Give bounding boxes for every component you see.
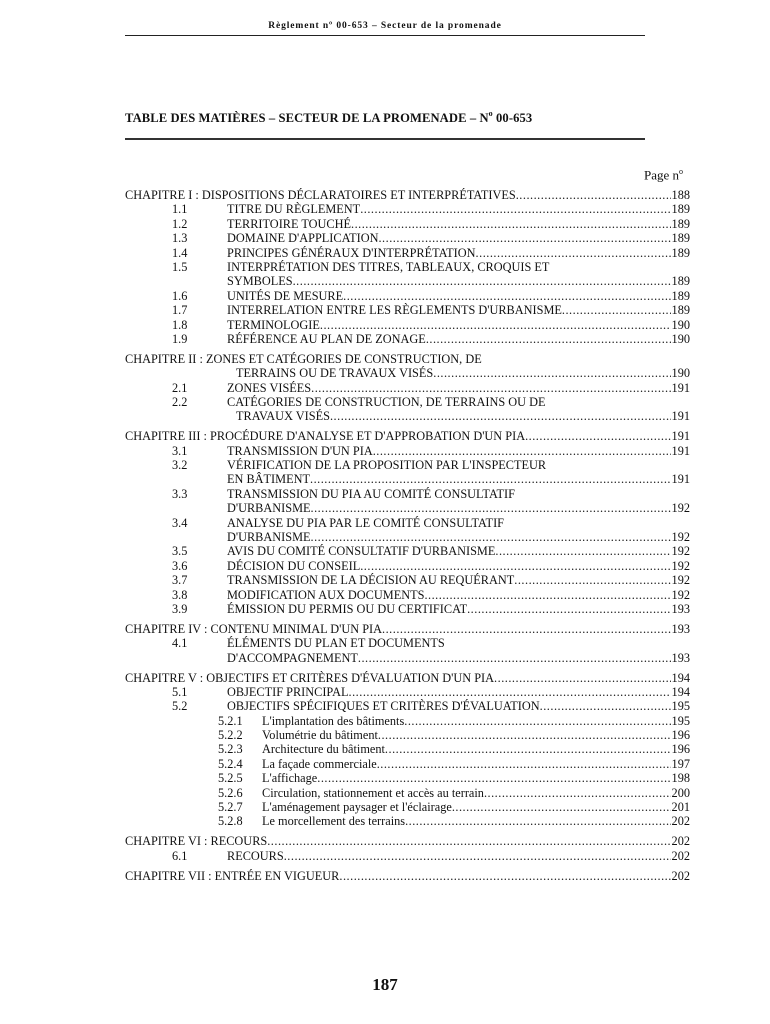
toc-entry-number: 1.1	[172, 202, 188, 217]
toc-section	[125, 381, 690, 395]
toc-entry	[227, 588, 690, 602]
toc-entry-title: PRINCIPES GÉNÉRAUX D'INTERPRÉTATION	[227, 245, 476, 260]
toc-dot-leader	[317, 771, 670, 785]
toc-entry	[227, 559, 690, 573]
toc-entry-number: 2.1	[172, 380, 188, 395]
toc-entry	[227, 685, 690, 699]
toc-entry-title: CHAPITRE VI : RECOURS	[125, 834, 268, 849]
toc-dot-leader	[320, 318, 671, 332]
toc-entry	[125, 352, 690, 366]
toc-entry-number: 4.1	[172, 636, 188, 651]
toc-entry	[227, 260, 690, 274]
toc-dot-leader	[452, 800, 671, 814]
toc-dot-leader	[426, 332, 671, 346]
toc-entry	[262, 814, 690, 828]
toc-entry-page: 193	[671, 650, 690, 665]
toc-entry-number: 5.2.1	[218, 713, 243, 728]
toc-entry-page: 189	[671, 245, 690, 260]
toc-subsection	[125, 786, 690, 800]
toc-entry-number: 5.1	[172, 684, 188, 699]
toc-section	[125, 303, 690, 317]
toc-entry-number: 1.7	[172, 303, 188, 318]
toc-section	[125, 318, 690, 332]
toc-entry-title: AVIS DU COMITÉ CONSULTATIF D'URBANISME	[227, 544, 496, 559]
toc-section	[125, 217, 690, 231]
toc-entry-number: 1.3	[172, 231, 188, 246]
toc-section	[125, 544, 690, 558]
toc-dot-leader	[311, 501, 671, 515]
toc-entry-number: 5.2	[172, 699, 188, 714]
toc-dot-leader	[377, 757, 671, 771]
toc-dot-leader	[343, 289, 670, 303]
toc-entry-page: 191	[671, 429, 690, 444]
toc-entry-number: 2.2	[172, 394, 188, 409]
toc-dot-leader	[311, 530, 671, 544]
toc-entry-page: 192	[671, 573, 690, 588]
page-number: 187	[372, 975, 398, 994]
toc-entry-title: CHAPITRE VII : ENTRÉE EN VIGUEUR	[125, 868, 340, 883]
toc-section	[125, 202, 690, 216]
toc-entry-title: D'ACCOMPAGNEMENT	[227, 650, 358, 665]
toc-dot-leader	[495, 544, 670, 558]
toc-entry-page: 195	[671, 699, 690, 714]
toc-section	[125, 588, 690, 602]
toc-chapter	[125, 671, 690, 685]
toc-entry	[262, 757, 690, 771]
toc-entry-page: 202	[671, 868, 690, 883]
toc-entry-page: 192	[671, 544, 690, 559]
toc-entry-page: 191	[671, 380, 690, 395]
toc-entry	[227, 217, 690, 231]
toc-section	[125, 409, 690, 423]
toc-subsection	[125, 814, 690, 828]
toc-entry-title: OBJECTIF PRINCIPAL	[227, 684, 349, 699]
toc-entry-page: 191	[671, 472, 690, 487]
toc-entry-title: CHAPITRE V : OBJECTIFS ET CRITÈRES D'ÉVALUATION D'UN PIA	[125, 670, 495, 685]
toc-dot-leader	[514, 573, 670, 587]
toc-entry-number: 5.2.3	[218, 742, 243, 757]
toc-entry	[125, 834, 690, 848]
toc-entry-page: 191	[671, 443, 690, 458]
toc-entry-title: EN BÂTIMENT	[227, 472, 310, 487]
toc-entry-title: L'affichage	[262, 771, 318, 786]
toc-entry-page: 190	[671, 317, 690, 332]
toc-entry	[227, 602, 690, 616]
toc-section	[125, 260, 690, 274]
toc-entry-title: VÉRIFICATION DE LA PROPOSITION PAR L'INSPECTEUR	[227, 458, 547, 473]
toc-entry-number: 3.8	[172, 587, 188, 602]
toc-entry	[262, 771, 690, 785]
toc-entry	[262, 786, 690, 800]
toc-chapter	[125, 622, 690, 636]
toc-entry-title: Circulation, stationnement et accès au terrain	[262, 785, 484, 800]
toc-section	[125, 849, 690, 863]
toc-entry-page: 194	[671, 670, 690, 685]
toc-chapter	[125, 429, 690, 443]
toc-entry-title: UNITÉS DE MESURE	[227, 288, 344, 303]
toc-entry	[227, 544, 690, 558]
toc-section	[125, 699, 690, 713]
toc-entry-number: 3.9	[172, 601, 188, 616]
toc-entry	[227, 381, 690, 395]
toc-entry	[125, 671, 690, 685]
toc-entry-title: TRAVAUX VISÉS	[236, 409, 330, 424]
toc-entry	[227, 472, 690, 486]
toc-entry-title: CATÉGORIES DE CONSTRUCTION, DE TERRAINS OU DE	[227, 394, 546, 409]
toc-entry-title: CHAPITRE I : DISPOSITIONS DÉCLARATOIRES ET INTERPRÉTATIVES	[125, 188, 516, 202]
toc-entry-title: INTERPRÉTATION DES TITRES, TABLEAUX, CROQUIS ET	[227, 259, 550, 274]
toc-entry-number: 1.4	[172, 245, 188, 260]
toc-section	[125, 559, 690, 573]
running-header: Règlement nº 00-653 – Secteur de la promenade	[268, 21, 502, 31]
toc-section	[125, 366, 690, 380]
header-rule	[125, 35, 645, 36]
toc-entry-title: TRANSMISSION DU PIA AU COMITÉ CONSULTATIF	[227, 486, 515, 501]
toc-section	[125, 516, 690, 530]
toc-entry-number: 1.2	[172, 216, 188, 231]
toc-entry	[262, 742, 690, 756]
toc-dot-leader	[540, 699, 671, 713]
toc-entry	[227, 318, 690, 332]
toc-entry	[262, 728, 690, 742]
table-of-contents	[125, 188, 690, 883]
toc-entry-title: TITRE DU RÈGLEMENT	[227, 202, 361, 217]
toc-entry-page: 193	[671, 601, 690, 616]
toc-entry-title: L'implantation des bâtiments	[262, 713, 405, 728]
toc-entry-page: 190	[671, 331, 690, 346]
toc-dot-leader	[516, 188, 671, 202]
toc-entry-number: 3.4	[172, 515, 188, 530]
toc-subsection	[125, 800, 690, 814]
toc-entry-title: L'aménagement paysager et l'éclairage	[262, 800, 452, 815]
toc-entry-number: 1.5	[172, 259, 188, 274]
toc-entry-title: Volumétrie du bâtiment	[262, 728, 378, 743]
toc-entry-title: CHAPITRE III : PROCÉDURE D'ANALYSE ET D'APPROBATION D'UN PIA	[125, 429, 526, 444]
page-column-label	[644, 167, 683, 183]
toc-chapter	[125, 352, 690, 366]
toc-dot-leader	[358, 651, 671, 665]
toc-entry-page: 196	[671, 742, 690, 757]
toc-entry-number: 5.2.8	[218, 814, 243, 829]
toc-section	[125, 685, 690, 699]
toc-entry-page: 195	[671, 713, 690, 728]
toc-dot-leader	[378, 231, 670, 245]
toc-entry-title: INTERRELATION ENTRE LES RÈGLEMENTS D'URBANISME	[227, 303, 562, 318]
toc-entry-title: CHAPITRE II : ZONES ET CATÉGORIES DE CONSTRUCTION, DE	[125, 351, 482, 366]
document-title-main: TABLE DES MATIÈRES – SECTEUR DE LA PROMENADE – N	[125, 111, 489, 126]
toc-entry-page: 189	[671, 216, 690, 231]
toc-entry	[227, 636, 690, 650]
toc-dot-leader	[424, 588, 670, 602]
toc-entry-page: 192	[671, 501, 690, 516]
toc-entry	[125, 622, 690, 636]
toc-entry	[262, 800, 690, 814]
toc-dot-leader	[382, 622, 671, 636]
toc-entry-page: 193	[671, 621, 690, 636]
document-title-sup: o	[488, 109, 493, 118]
toc-entry-title: CHAPITRE IV : CONTENU MINIMAL D'UN PIA	[125, 621, 383, 636]
toc-entry-page: 189	[671, 303, 690, 318]
toc-entry-title: ANALYSE DU PIA PAR LE COMITÉ CONSULTATIF	[227, 515, 504, 530]
toc-entry-page: 189	[671, 202, 690, 217]
toc-entry-title: DOMAINE D'APPLICATION	[227, 231, 379, 246]
toc-dot-leader	[378, 728, 671, 742]
toc-dot-leader	[267, 834, 670, 848]
toc-entry-page: 200	[671, 785, 690, 800]
toc-entry-number: 3.5	[172, 544, 188, 559]
toc-entry-title: DÉCISION DU CONSEIL	[227, 558, 361, 573]
toc-entry-number: 5.2.7	[218, 800, 243, 815]
toc-dot-leader	[433, 366, 670, 380]
toc-entry-number: 6.1	[172, 848, 188, 863]
toc-entry	[262, 714, 690, 728]
toc-section	[125, 458, 690, 472]
document-title-tail: 00-653	[492, 111, 533, 126]
toc-entry	[227, 487, 690, 501]
toc-entry-page: 202	[671, 848, 690, 863]
toc-dot-leader	[494, 671, 671, 685]
toc-dot-leader	[293, 274, 671, 288]
toc-entry-title: RECOURS	[227, 848, 284, 863]
toc-entry-title: OBJECTIFS SPÉCIFIQUES ET CRITÈRES D'ÉVALUATION	[227, 699, 540, 714]
toc-entry-page: 194	[671, 684, 690, 699]
toc-entry	[227, 303, 690, 317]
toc-dot-leader	[311, 381, 670, 395]
toc-dot-leader	[349, 685, 671, 699]
toc-dot-leader	[360, 559, 670, 573]
toc-entry-page: 192	[671, 587, 690, 602]
toc-entry-title: Le morcellement des terrains	[262, 814, 406, 829]
toc-section	[125, 472, 690, 486]
toc-entry-page: 196	[671, 728, 690, 743]
toc-entry-page: 191	[671, 409, 690, 424]
toc-entry-title: Architecture du bâtiment	[262, 742, 385, 757]
toc-section	[125, 573, 690, 587]
toc-section	[125, 246, 690, 260]
toc-chapter	[125, 188, 690, 202]
toc-entry-title: D'URBANISME	[227, 501, 311, 516]
toc-entry	[227, 458, 690, 472]
toc-subsection	[125, 742, 690, 756]
toc-entry	[227, 202, 690, 216]
toc-entry	[227, 289, 690, 303]
toc-entry-number: 3.7	[172, 573, 188, 588]
toc-entry-page: 198	[671, 771, 690, 786]
toc-entry-number: 5.2.6	[218, 785, 243, 800]
toc-entry-number: 3.6	[172, 558, 188, 573]
page-label-text: Page n	[643, 167, 679, 183]
toc-dot-leader	[385, 742, 671, 756]
toc-entry	[227, 849, 690, 863]
toc-section	[125, 274, 690, 288]
toc-entry-number: 3.1	[172, 443, 188, 458]
toc-subsection	[125, 714, 690, 728]
toc-dot-leader	[284, 849, 671, 863]
toc-entry-number: 3.2	[172, 458, 188, 473]
toc-dot-leader	[562, 303, 671, 317]
toc-entry-page: 188	[671, 188, 690, 202]
title-rule	[125, 138, 645, 140]
toc-entry-title: D'URBANISME	[227, 529, 311, 544]
toc-section	[125, 651, 690, 665]
toc-section	[125, 530, 690, 544]
toc-dot-leader	[360, 202, 670, 216]
toc-entry	[227, 530, 690, 544]
toc-entry	[227, 501, 690, 515]
toc-dot-leader	[373, 444, 671, 458]
toc-dot-leader	[351, 217, 671, 231]
toc-subsection	[125, 728, 690, 742]
document-title	[125, 110, 532, 126]
toc-entry	[125, 188, 690, 202]
toc-section	[125, 289, 690, 303]
toc-subsection	[125, 757, 690, 771]
toc-section	[125, 602, 690, 616]
toc-entry-title: TERMINOLOGIE	[227, 317, 320, 332]
toc-section	[125, 636, 690, 650]
toc-entry	[236, 409, 690, 423]
toc-entry-number: 5.2.2	[218, 728, 243, 743]
toc-chapter	[125, 869, 690, 883]
toc-entry-page: 192	[671, 558, 690, 573]
toc-dot-leader	[476, 246, 671, 260]
toc-entry-title: TERRAINS OU DE TRAVAUX VISÉS	[236, 366, 434, 381]
toc-subsection	[125, 771, 690, 785]
toc-entry-title: SYMBOLES	[227, 274, 293, 289]
page-label-sup: o	[679, 167, 683, 176]
toc-chapter	[125, 834, 690, 848]
toc-entry-title: TRANSMISSION D'UN PIA	[227, 443, 373, 458]
toc-entry-title: ÉLÉMENTS DU PLAN ET DOCUMENTS	[227, 636, 445, 651]
toc-entry-page: 197	[671, 756, 690, 771]
toc-entry-page: 202	[671, 814, 690, 829]
toc-dot-leader	[339, 869, 670, 883]
toc-entry-title: ÉMISSION DU PERMIS OU DU CERTIFICAT	[227, 601, 468, 616]
toc-dot-leader	[405, 814, 670, 828]
toc-section	[125, 332, 690, 346]
toc-entry	[227, 651, 690, 665]
toc-dot-leader	[404, 714, 670, 728]
toc-entry-number: 1.9	[172, 331, 188, 346]
toc-entry-number: 5.2.5	[218, 771, 243, 786]
toc-entry-page: 189	[671, 288, 690, 303]
toc-entry-number: 5.2.4	[218, 756, 243, 771]
toc-entry	[236, 366, 690, 380]
toc-entry-page: 202	[671, 834, 690, 849]
toc-section	[125, 231, 690, 245]
toc-section	[125, 444, 690, 458]
toc-dot-leader	[310, 472, 671, 486]
toc-section	[125, 487, 690, 501]
toc-entry-page: 190	[671, 366, 690, 381]
toc-entry-page: 201	[671, 800, 690, 815]
toc-entry-number: 1.6	[172, 288, 188, 303]
toc-entry-page: 189	[671, 231, 690, 246]
toc-dot-leader	[525, 429, 670, 443]
toc-entry	[227, 573, 690, 587]
toc-dot-leader	[484, 786, 671, 800]
toc-entry	[125, 429, 690, 443]
toc-entry	[227, 516, 690, 530]
toc-entry-title: TRANSMISSION DE LA DÉCISION AU REQUÉRANT	[227, 573, 515, 588]
toc-section	[125, 501, 690, 515]
toc-entry-number: 3.3	[172, 486, 188, 501]
toc-dot-leader	[330, 409, 671, 423]
toc-entry-title: MODIFICATION AUX DOCUMENTS	[227, 587, 425, 602]
toc-entry-page: 192	[671, 529, 690, 544]
toc-entry	[227, 274, 690, 288]
toc-entry	[227, 332, 690, 346]
toc-section	[125, 395, 690, 409]
toc-dot-leader	[467, 602, 670, 616]
toc-entry-title: RÉFÉRENCE AU PLAN DE ZONAGE	[227, 331, 426, 346]
toc-entry	[227, 246, 690, 260]
toc-entry	[227, 699, 690, 713]
toc-entry-page: 189	[671, 274, 690, 289]
toc-entry	[227, 444, 690, 458]
toc-entry-title: ZONES VISÉES	[227, 380, 312, 395]
toc-entry-number: 1.8	[172, 317, 188, 332]
toc-entry	[227, 395, 690, 409]
toc-entry-title: La façade commerciale	[262, 756, 377, 771]
toc-entry-title: TERRITOIRE TOUCHÉ	[227, 216, 351, 231]
toc-entry	[125, 869, 690, 883]
toc-entry	[227, 231, 690, 245]
